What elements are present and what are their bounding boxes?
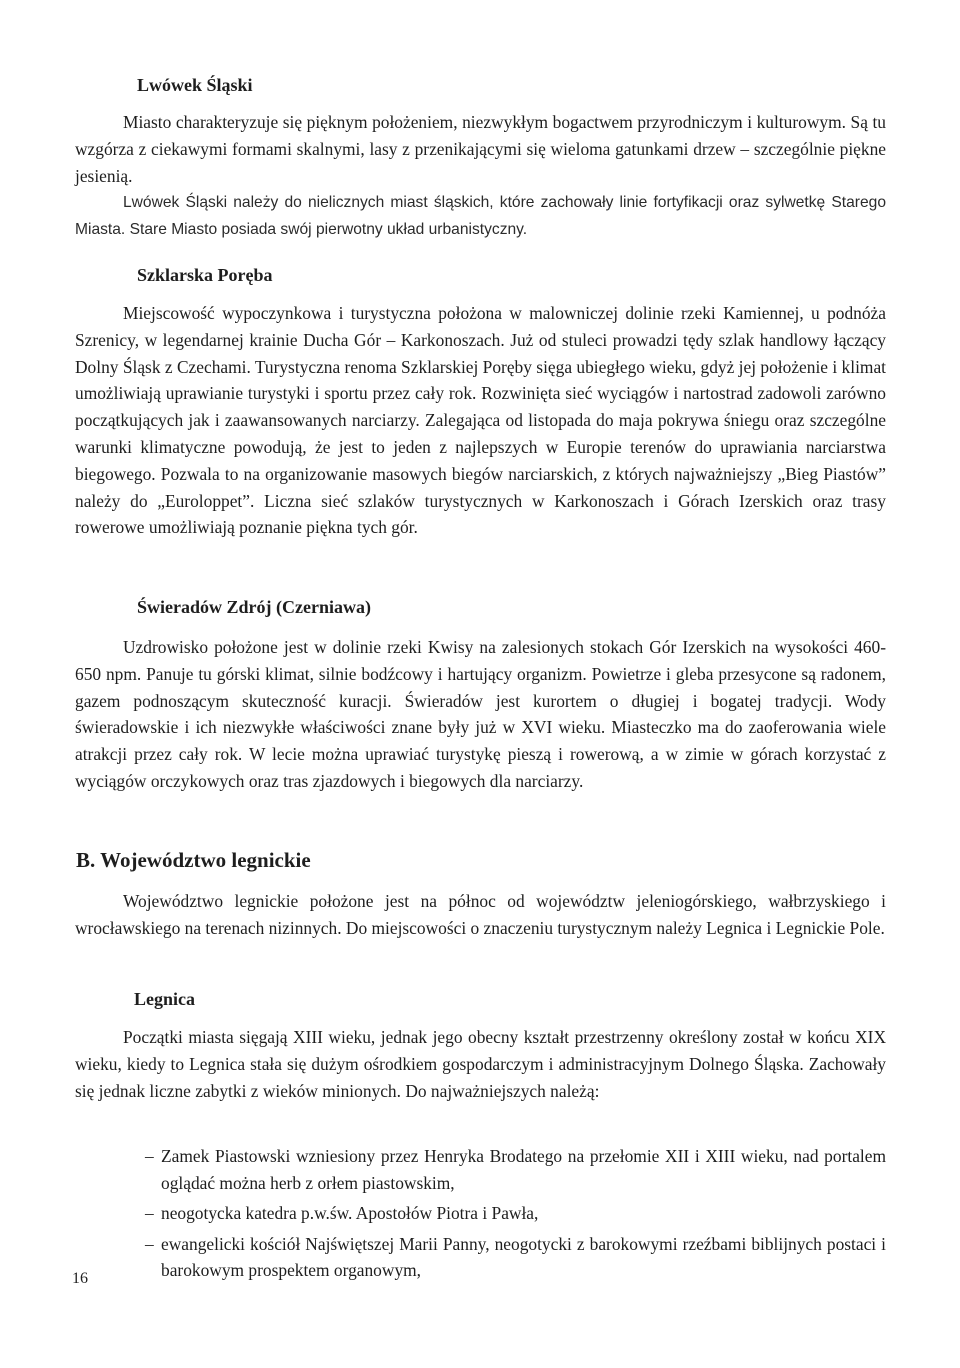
page-number: 16 bbox=[72, 1270, 88, 1287]
list-item bbox=[145, 1200, 886, 1227]
landmarks-list bbox=[145, 1143, 886, 1288]
list-item-text: ewangelicki kościół Najświętszej Marii Panny, neogotycki z barokowymi rzeźbami biblijnych postaci i barokowym prospektem organowym, bbox=[161, 1233, 886, 1281]
list-item bbox=[145, 1143, 886, 1196]
list-dash: – bbox=[145, 1203, 154, 1224]
paragraph-szklarska: Miejscowość wypoczynkowa i turystyczna położona w malowniczej dolinie rzeki Kamiennej, u podnóża Szrenicy, w legendarnej krainie Ducha Gór – Karkonoszach. Już od stuleci prowadzi tędy szlak handlowy łączący Dolny Śląsk z Czechami. Turystyczna renoma Szklarskiej Poręby sięga ubiegłego wieku, gdyż jej położenie i klimat umożliwiają uprawianie turystyki i sportu przez cały rok. Rozwinięta sieć wyciągów i nartostrad zadowoli zarówno początkujących jak i zaawansowanych narciarzy. Zalegająca od listopada do maja pokrywa śniegu oraz szczególne warunki klimatyczne powodują, że jest to jeden z najlepszych w Europie terenów do uprawiania narciarstwa biegowego. Pozwala to na organizowanie masowych biegów narciarskich, z których najważniejszy „Bieg Piastów” należy do „Euroloppet”. Liczna sieć szlaków turystycznych w Karkonoszach i Górach Izerskich oraz trasy rowerowe umożliwiają poznanie piękna tych gór. bbox=[75, 303, 886, 538]
heading-wojewodztwo-legnickie: B. Województwo legnickie bbox=[76, 848, 311, 872]
list-item-text: neogotycka katedra p.w.św. Apostołów Piotra i Pawła, bbox=[161, 1203, 539, 1224]
heading-szklarska: Szklarska Poręba bbox=[137, 265, 273, 285]
list-dash: – bbox=[145, 1146, 154, 1166]
paragraph-swieradow: Uzdrowisko położone jest w dolinie rzeki Kwisy na zalesionych stokach Gór Izerskich na wysokości 460-650 npm. Panuje tu górski klimat, silnie bodźcowy i hartujący organizm. Powietrze i gleba przesycone są radonem, gazem podnoszącym skuteczność kuracji. Świeradów jest kurortem o długiej i bogatej tradycji. Wody świeradowskie i ich niezwykłe właściwości znane były już w XVI wieku. Miasteczko ma do zaoferowania wiele atrakcji przez cały rok. W lecie można uprawiać turystykę pieszą i rowerową, a w zimie w górach korzystać z wyciągów orczykowych oraz tras zjazdowych i biegowych dla narciarzy. bbox=[75, 637, 886, 791]
paragraph-wojewodztwo-legnickie: Województwo legnickie położone jest na północ od województw jeleniogórskiego, wałbrzyskiego i wrocławskiego na terenach nizinnych. Do miejscowości o znaczeniu turystycznym należy Legnica i Legnickie Pole. bbox=[75, 891, 886, 938]
list-item-text: Zamek Piastowski wzniesiony przez Henryka Brodatego na przełomie XII i XIII wieku, nad portalem oglądać można herb z orłem piastowskim, bbox=[161, 1146, 886, 1193]
heading-lwowek: Lwówek Śląski bbox=[137, 75, 253, 95]
list-item bbox=[145, 1231, 886, 1284]
heading-swieradow: Świeradów Zdrój (Czerniawa) bbox=[137, 597, 371, 617]
paragraph-lwowek-1: Miasto charakteryzuje się pięknym położeniem, niezwykłym bogactwem przyrodniczym i kulturowym. Są tu wzgórza z ciekawymi formami skalnymi, lasy z przenikającymi się wieloma gatunkami drzew – szczególnie piękne jesienią. bbox=[75, 112, 886, 186]
list-dash: – bbox=[145, 1233, 154, 1254]
paragraph-legnica: Początki miasta sięgają XIII wieku, jednak jego obecny kształt przestrzenny określony został w końcu XIX wieku, kiedy to Legnica stała się dużym ośrodkiem gospodarczym i administracyjnym Dolnego Śląska. Zachowały się jednak liczne zabytki z wieków minionych. Do najważniejszych należą: bbox=[75, 1027, 886, 1101]
paragraph-lwowek-2: Lwówek Śląski należy do nielicznych miast śląskich, które zachowały linie fortyfikacji oraz sylwetkę Starego Miasta. Stare Miasto posiada swój pierwotny układ urbanistyczny. bbox=[75, 194, 886, 238]
heading-legnica: Legnica bbox=[134, 989, 195, 1009]
